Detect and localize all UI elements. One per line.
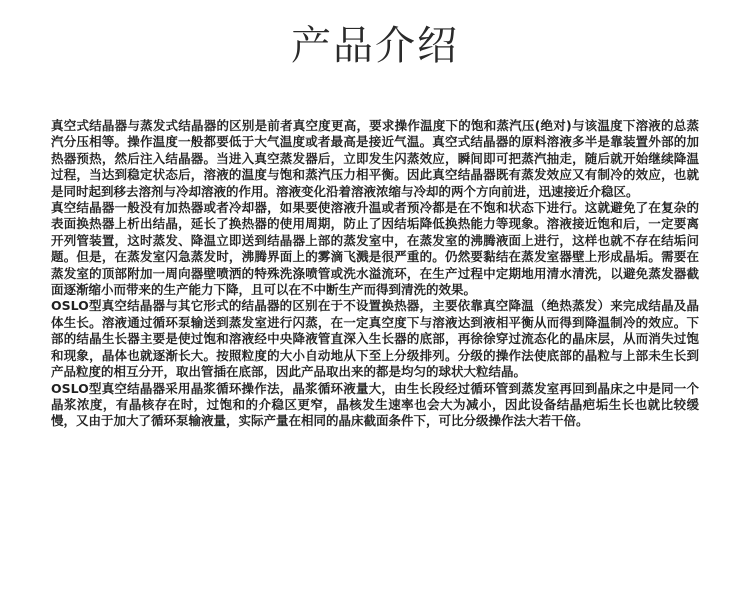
page-title: 产品介绍 (291, 23, 459, 69)
paragraph-oslo-slurry-circulation: OSLO型真空结晶器采用晶浆循环操作法，晶浆循环液量大，由生长段经过循环管到蒸发室再回到晶床之中是同一个晶浆浓度，有晶核存在时，过饱和的介稳区更窄，晶核发生速率也会大为减小，因此设备结晶疤垢生长也就比较缓慢，又由于加大了循环泵输液量，实际产量在相同的晶床截面条件下，可比分级操作法大若干倍。 (51, 380, 699, 429)
paragraph-oslo-principle: OSLO型真空结晶器与其它形式的结晶器的区别在于不设置换热器，主要依靠真空降温（绝热蒸发）来完成结晶及晶体生长。溶液通过循环泵输送到蒸发室进行闪蒸，在一定真空度下与溶液达到液相平衡从而得到降温制冷的效应。下部的结晶生长器主要是使过饱和溶液经中央降液管直深入生长器的底部，再徐徐穿过流态化的晶床层，从而消失过饱和现象，晶体也就逐渐长大。按照粒度的大小自动地从下至上分级排列。分级的操作法使底部的晶粒与上部未生长到产品粒度的相互分开，取出管插在底部，因此产品取出来的都是均匀的球状大粒结晶。 (51, 298, 699, 380)
paragraph-no-heat-exchanger: 真空结晶器一般没有加热器或者冷却器，如果要使溶液升温或者预冷都是在不饱和状态下进行。这就避免了在复杂的表面换热器上析出结晶，延长了换热器的使用周期，防止了因结垢降低换热能力等现象。溶液接近饱和后，一定要离开列管装置，这时蒸发、降温立即送到结晶器上部的蒸发室中，在蒸发室的沸腾液面上进行，这样也就不存在结垢问题。但是，在蒸发室闪急蒸发时，沸腾界面上的雾滴飞溅是很严重的。仍然要黏结在蒸发室器壁上形成晶垢。需要在蒸发室的顶部附加一周向器壁喷洒的特殊洗涤喷管或洗水溢流环，在生产过程中定期地用清水清洗，以避免蒸发器截面逐渐缩小而带来的生产能力下降，且可以在不中断生产而得到清洗的效果。 (51, 200, 699, 298)
paragraph-vacuum-vs-evaporative: 真空式结晶器与蒸发式结晶器的区别是前者真空度更高，要求操作温度下的饱和蒸汽压(绝对)与该温度下溶液的总蒸汽分压相等。操作温度一般都要低于大气温度或者最高是接近气温。真空式结晶器的原料溶液多半是靠装置外部的加热器预热，然后注入结晶器。当进入真空蒸发器后，立即发生闪蒸效应，瞬间即可把蒸汽抽走，随后就开始继续降温过程，当达到稳定状态后，溶液的温度与饱和蒸汽压力相平衡。因此真空结晶器既有蒸发效应又有制冷的效应，也就是同时起到移去溶剂与冷却溶液的作用。溶液变化沿着溶液浓缩与冷却的两个方向前进，迅速接近介稳区。 (51, 118, 699, 199)
product-description (51, 118, 699, 430)
